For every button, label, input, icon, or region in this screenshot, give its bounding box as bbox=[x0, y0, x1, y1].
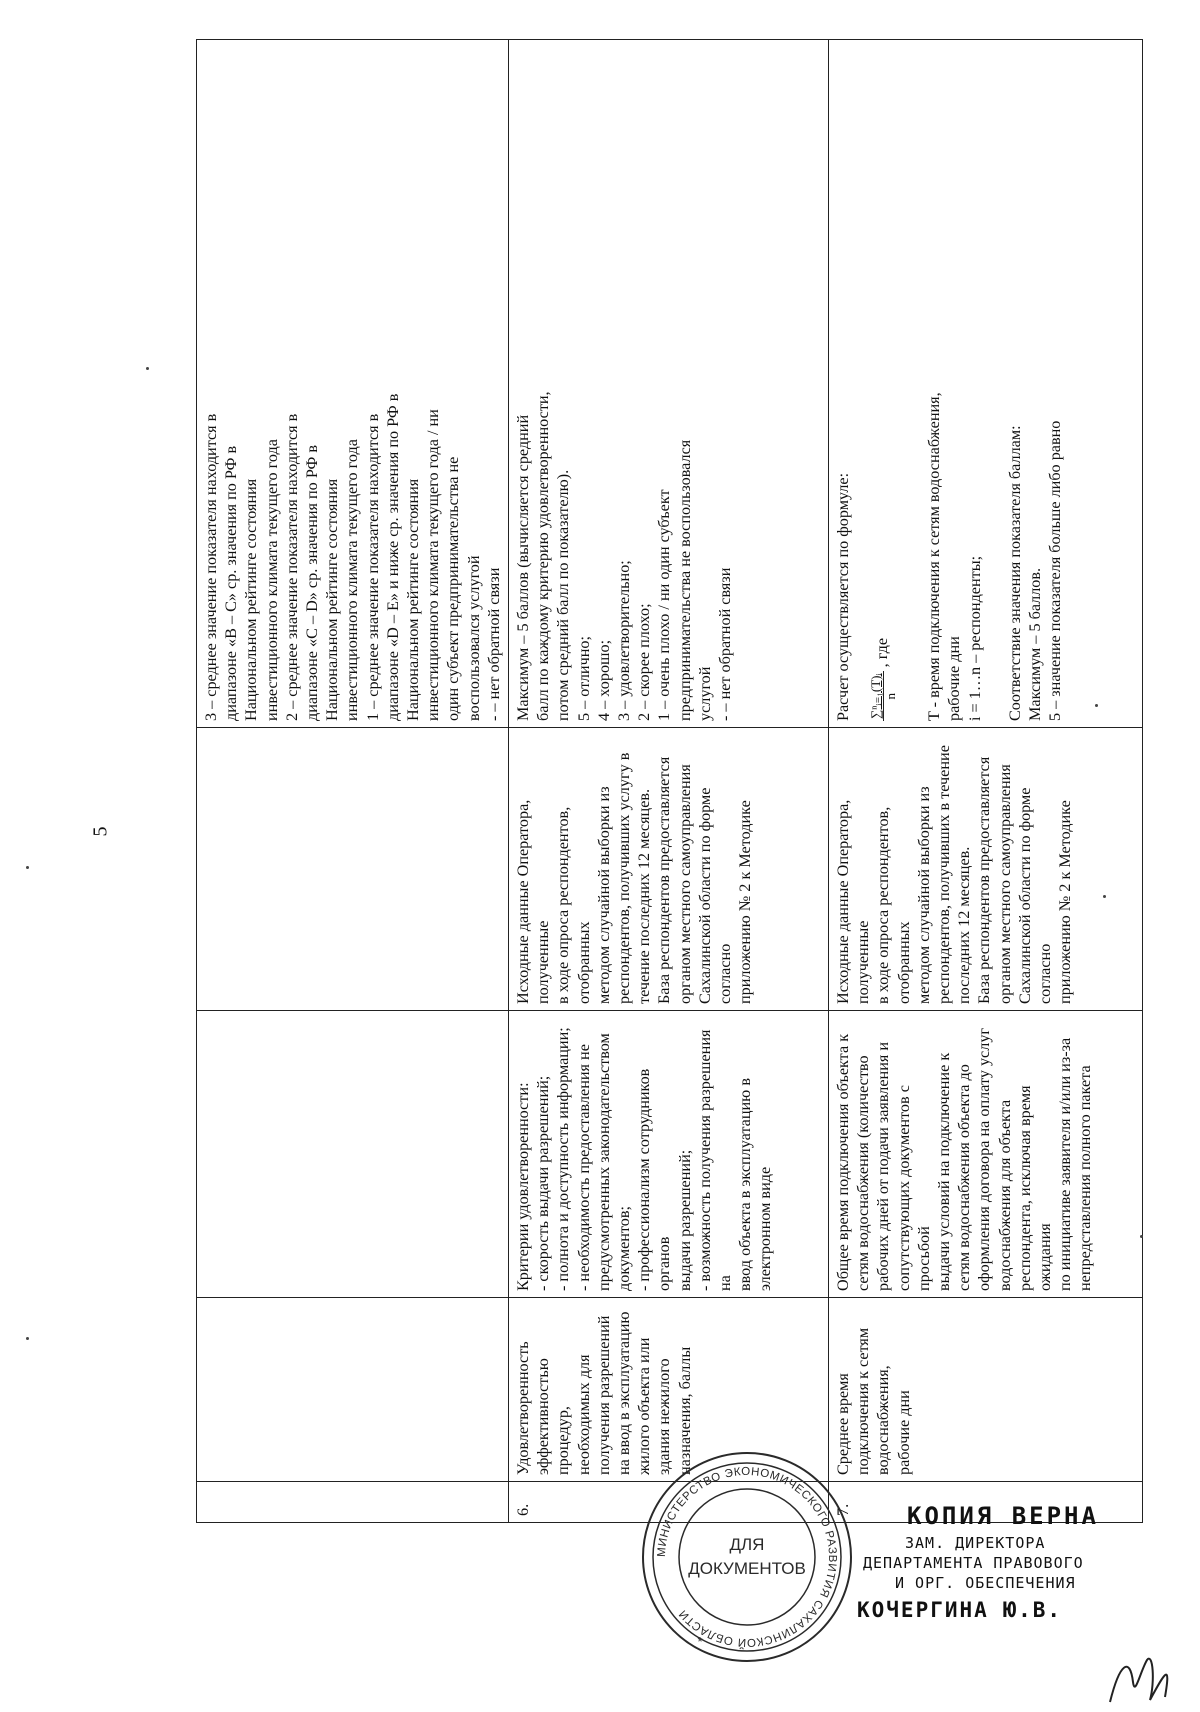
indicator-line: эффективностью bbox=[534, 1358, 553, 1475]
criteria-line: водоснабжения для объекта bbox=[995, 1099, 1014, 1291]
criteria-line: документов; bbox=[615, 1205, 634, 1291]
formula-suffix: , где bbox=[873, 637, 892, 668]
calc-line: один субъект предпринимательства не bbox=[444, 456, 463, 721]
indicator-line: здания нежилого bbox=[655, 1358, 674, 1475]
calc-line bbox=[985, 46, 1005, 721]
source-line: Исходные данные Оператора, полученные bbox=[834, 799, 873, 1004]
indicator-line: необходимых для bbox=[574, 1354, 593, 1475]
indicator-line: жилого объекта или bbox=[635, 1337, 654, 1475]
calc-line: Национальном рейтинге состояния bbox=[323, 478, 342, 721]
source-line: методом случайной выборки из bbox=[914, 786, 933, 1004]
calc-line: рабочие дни bbox=[945, 636, 964, 721]
source-line: последних 12 месяцев. bbox=[955, 846, 974, 1004]
criteria-line: - профессионализм сотрудников органов bbox=[635, 1068, 674, 1291]
handwritten-signature bbox=[1105, 1652, 1175, 1712]
scan-speck bbox=[146, 367, 149, 370]
source-line: приложению № 2 к Методике bbox=[736, 800, 755, 1004]
certified-copy-title: КОПИЯ ВЕРНА bbox=[907, 1502, 1099, 1530]
page-number: 5 bbox=[89, 826, 112, 837]
source-line: методом случайной выборки из bbox=[594, 786, 613, 1004]
calc-line: инвестиционного климата текущего года / ни bbox=[424, 409, 443, 721]
certification-department-2: И ОРГ. ОБЕСПЕЧЕНИЯ bbox=[895, 1574, 1076, 1592]
calc-line: 3 – среднее значение показателя находится в bbox=[202, 413, 220, 721]
source-line: приложению № 2 к Методике bbox=[1056, 800, 1075, 1004]
criteria-line: предусмотренных законодательством bbox=[594, 1033, 613, 1291]
indicator-line: процедур, bbox=[554, 1406, 573, 1475]
criteria-line: электронном виде bbox=[756, 1166, 775, 1291]
calc-line: 5 – отлично; bbox=[574, 636, 593, 721]
scan-speck bbox=[1140, 1235, 1143, 1238]
criteria-line: - необходимость предоставления не bbox=[574, 1044, 593, 1291]
indicator-line: назначения, баллы bbox=[675, 1346, 694, 1475]
formula-numerator: ∑ⁿᵢ₌₁(T)ᵢ bbox=[868, 673, 884, 719]
source-line: Исходные данные Оператора, полученные bbox=[514, 799, 553, 1004]
cell-criteria bbox=[829, 1011, 1143, 1298]
indicator-line: Среднее время bbox=[834, 1373, 853, 1475]
cell-source bbox=[197, 728, 509, 1011]
criteria-line: сопутствующих документов с просьбой bbox=[894, 1085, 933, 1291]
criteria-line: выдачи разрешений; bbox=[675, 1149, 694, 1291]
calc-line: Максимум – 5 баллов (вычисляется средний bbox=[514, 414, 533, 721]
cell-num bbox=[197, 1482, 509, 1523]
cell-criteria bbox=[509, 1011, 829, 1298]
source-line: в ходе опроса респондентов, отобранных bbox=[554, 806, 593, 1004]
calc-line: потом средний балл по показателю). bbox=[554, 469, 573, 721]
calc-line: Максимум – 5 баллов. bbox=[1026, 567, 1045, 721]
criteria-line: рабочих дней от подачи заявления и bbox=[874, 1041, 893, 1291]
scan-speck bbox=[26, 866, 29, 869]
criteria-line: выдачи условий на подключение к bbox=[935, 1052, 954, 1291]
calc-line: диапазоне «B – C» ср. значения по РФ в bbox=[222, 445, 241, 721]
calc-line: i = 1…n – респонденты; bbox=[965, 555, 984, 721]
indicator-line: подключения к сетям bbox=[854, 1327, 873, 1475]
source-line: База респондентов предоставляется bbox=[975, 756, 994, 1004]
rotated-table-container bbox=[196, 105, 1095, 1523]
criteria-line: сетям водоснабжения (количество bbox=[854, 1055, 873, 1291]
formula bbox=[869, 46, 898, 721]
calc-line: предпринимательства не воспользовался bbox=[675, 439, 694, 721]
calc-line: 3 – удовлетворительно; bbox=[615, 560, 634, 721]
calc-line: балл по каждому критерию удовлетворенности, bbox=[534, 391, 553, 721]
calc-line: 2 – скорее плохо; bbox=[635, 603, 654, 721]
formula-denominator: n bbox=[883, 692, 899, 700]
calc-line: диапазоне «D – E» и ниже ср. значения по РФ в bbox=[383, 393, 402, 721]
source-line: течение последних 12 месяцев. bbox=[635, 788, 654, 1004]
scan-speck bbox=[1103, 895, 1106, 898]
calc-line: воспользовался услугой bbox=[464, 555, 483, 721]
calc-line: Национальном рейтинге состояния bbox=[404, 478, 423, 721]
indicator-line: Удовлетворенность bbox=[514, 1341, 533, 1475]
certification-signer: КОЧЕРГИНА Ю.В. bbox=[857, 1598, 1063, 1622]
calc-line: - – нет обратной связи bbox=[716, 567, 735, 721]
indicator-line: получения разрешений bbox=[594, 1315, 613, 1475]
criteria-line: респондента, исключая время ожидания bbox=[1015, 1085, 1055, 1291]
indicator-line: на ввод в эксплуатацию bbox=[615, 1311, 634, 1475]
calc-line: Национальном рейтинге состояния bbox=[242, 478, 261, 721]
table-row-continuation bbox=[197, 40, 509, 1523]
source-line: Сахалинской области по форме согласно bbox=[1015, 787, 1055, 1004]
certification-block bbox=[855, 1502, 1195, 1622]
calc-line: инвестиционного климата текущего года bbox=[343, 439, 362, 721]
criteria-table bbox=[196, 39, 1143, 1523]
svg-text:*: * bbox=[697, 1634, 703, 1649]
table-row-6 bbox=[509, 40, 829, 1523]
svg-text:ДОКУМЕНТОВ: ДОКУМЕНТОВ bbox=[688, 1559, 806, 1578]
formula-fraction bbox=[869, 671, 898, 721]
calc-line: 1 – очень плохо / ни один субъект bbox=[655, 489, 674, 721]
criteria-line: - возможность получения разрешения на bbox=[695, 1029, 735, 1291]
cell-criteria bbox=[197, 1011, 509, 1298]
calc-line: инвестиционного климата текущего года bbox=[262, 439, 281, 721]
criteria-line: непредставления полного пакета bbox=[1076, 1065, 1095, 1291]
svg-text:ДЛЯ: ДЛЯ bbox=[729, 1535, 765, 1554]
criteria-line: оформления договора на оплату услуг bbox=[975, 1027, 994, 1291]
calc-line: 4 – хорошо; bbox=[594, 639, 613, 721]
criteria-line: Общее время подключения объекта к bbox=[834, 1033, 853, 1291]
cell-calculation bbox=[509, 40, 829, 728]
indicator-line: водоснабжения, bbox=[874, 1365, 893, 1475]
cell-calculation bbox=[829, 40, 1143, 728]
scan-speck bbox=[26, 1337, 29, 1340]
source-line: респондентов, получивших в течение bbox=[935, 745, 954, 1004]
source-line: органом местного самоуправления bbox=[675, 764, 694, 1004]
round-seal bbox=[640, 1450, 854, 1664]
cell-source bbox=[829, 728, 1143, 1011]
calc-line: Соответствие значения показателя баллам: bbox=[1005, 425, 1024, 721]
calc-line: 1 – среднее значение показателя находится в bbox=[363, 413, 382, 721]
source-line: в ходе опроса респондентов, отобранных bbox=[874, 806, 913, 1004]
calc-line: - – нет обратной связи bbox=[484, 567, 503, 721]
source-line: респондентов, получивших услугу в bbox=[615, 752, 634, 1004]
svg-text:МИНИСТЕРСТВО ЭКОНОМИЧЕСКОГО РА: МИНИСТЕРСТВО ЭКОНОМИЧЕСКОГО РАЗВИТИЯ САХАЛИНСКОЙ ОБЛАСТИ bbox=[655, 1465, 839, 1649]
cell-calculation bbox=[197, 40, 509, 728]
calc-line: 5 – значение показателя больше либо равно bbox=[1046, 420, 1065, 721]
criteria-line: - полнота и доступность информации; bbox=[554, 1027, 573, 1291]
criteria-line: - скорость выдачи разрешений; bbox=[534, 1075, 553, 1291]
indicator-line: рабочие дни bbox=[894, 1390, 913, 1475]
source-line: Сахалинской области по форме согласно bbox=[695, 787, 735, 1004]
row-number: 6. bbox=[509, 1482, 829, 1523]
calc-intro: Расчет осуществляется по формуле: bbox=[834, 472, 853, 721]
cell-source bbox=[509, 728, 829, 1011]
criteria-line: по инициативе заявителя и/или из-за bbox=[1056, 1037, 1075, 1291]
source-line: База респондентов предоставляется bbox=[655, 756, 674, 1004]
certification-position: ЗАМ. ДИРЕКТОРА bbox=[905, 1534, 1046, 1552]
criteria-line: Критерии удовлетворенности: bbox=[514, 1082, 533, 1291]
source-line: органом местного самоуправления bbox=[995, 764, 1014, 1004]
cell-indicator bbox=[829, 1298, 1143, 1482]
calc-line: услугой bbox=[695, 666, 714, 721]
cell-indicator bbox=[197, 1298, 509, 1482]
criteria-line: ввод объекта в эксплуатацию в bbox=[736, 1078, 755, 1291]
calc-line: T - время подключения к сетям водоснабжения, bbox=[925, 392, 944, 721]
certification-department: ДЕПАРТАМЕНТА ПРАВОВОГО bbox=[863, 1554, 1084, 1572]
scan-speck bbox=[1095, 704, 1098, 707]
criteria-line: сетям водоснабжения объекта до bbox=[955, 1064, 974, 1291]
row-number: 7. bbox=[829, 1482, 1143, 1523]
calc-line: 2 – среднее значение показателя находится в bbox=[282, 413, 301, 721]
table-row-7 bbox=[829, 40, 1143, 1523]
calc-line: диапазоне «C – D» ср. значения по РФ в bbox=[303, 444, 322, 721]
